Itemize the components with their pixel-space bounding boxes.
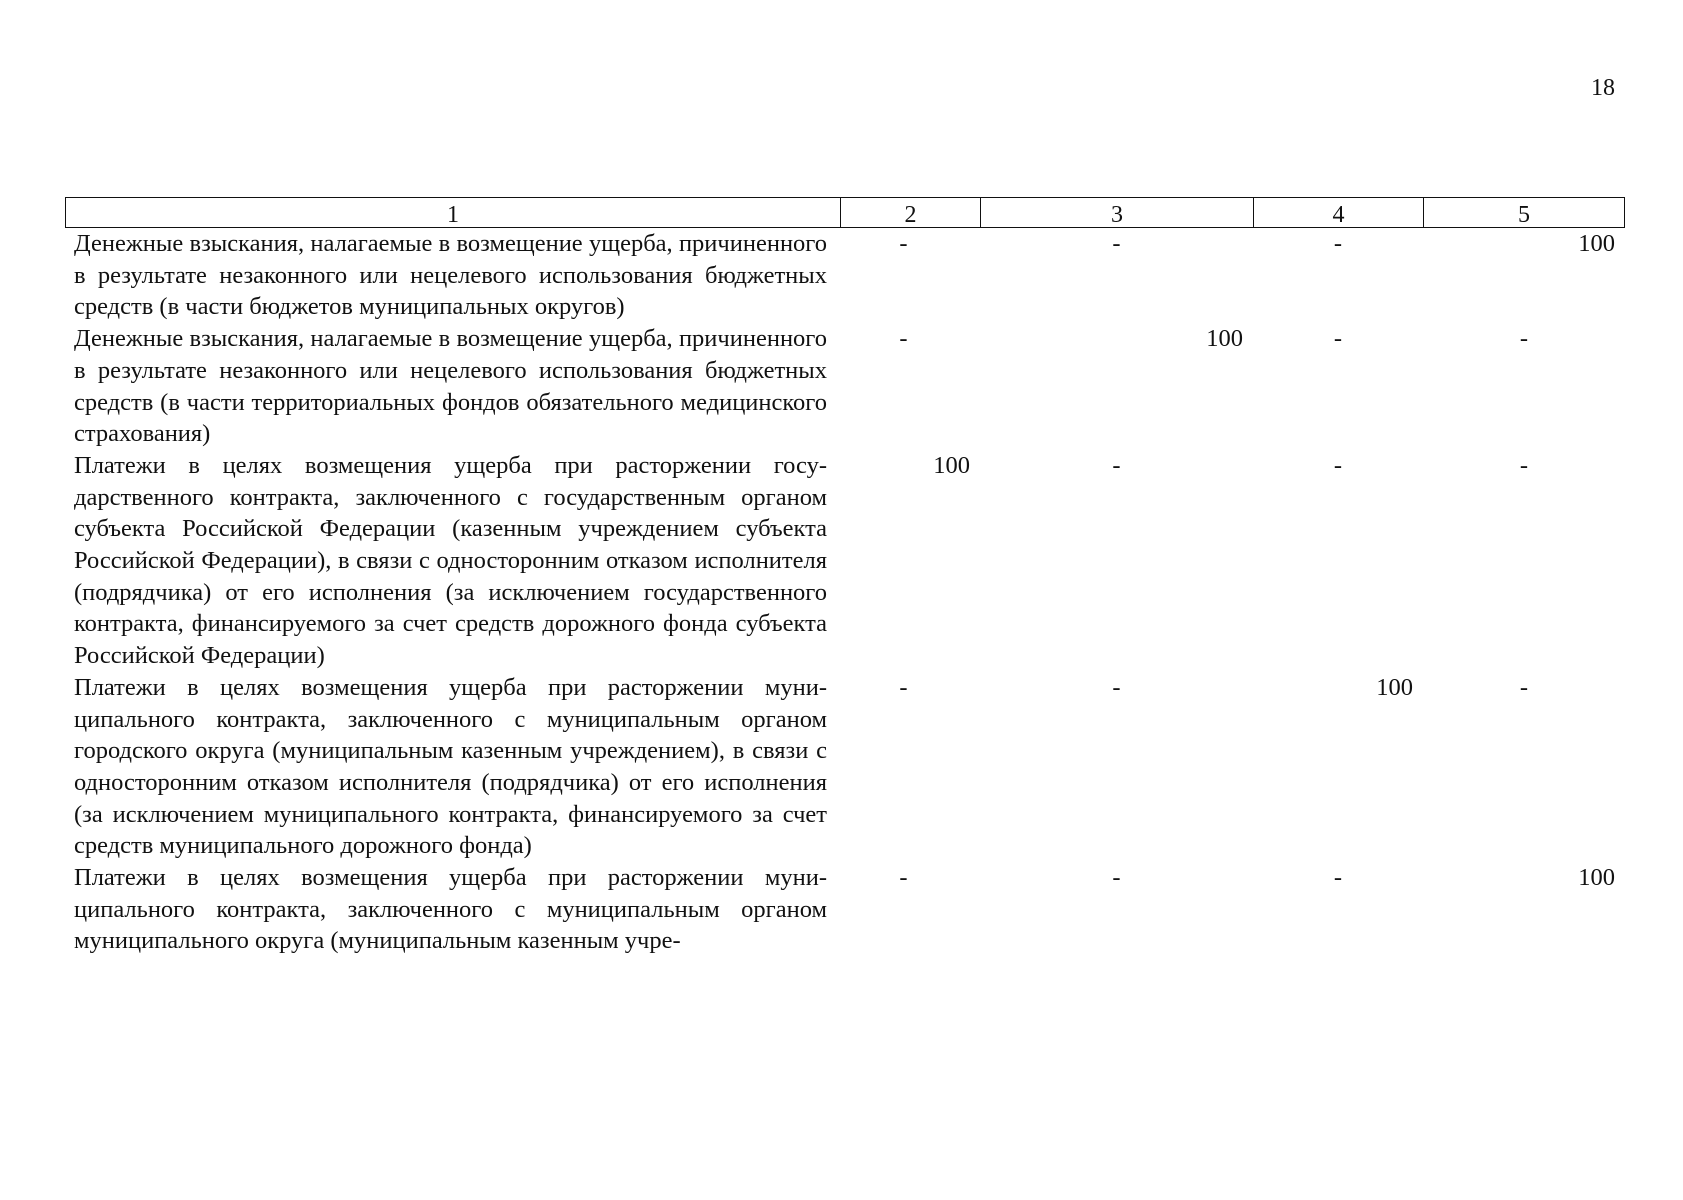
column-header-3: 3 bbox=[981, 198, 1254, 227]
table-row bbox=[65, 228, 1625, 323]
cell-value: - bbox=[1519, 325, 1529, 353]
cell-col-4 bbox=[1253, 450, 1423, 482]
cell-col-5 bbox=[1423, 228, 1625, 260]
cell-col-2 bbox=[827, 228, 980, 260]
cell-col-4 bbox=[1253, 862, 1423, 894]
cell-value: - bbox=[1519, 673, 1529, 701]
cell-col-3 bbox=[980, 862, 1253, 894]
cell-col-5 bbox=[1423, 862, 1625, 894]
cell-col-5 bbox=[1423, 450, 1625, 482]
cell-col-3 bbox=[980, 672, 1253, 704]
row-description: Денежные взыскания, налагаемые в возмещение ущерба, причиненного в результате незаконного или нецелевого использования бюджетных средств (в части территориальных фондов обязательного медицинского страхования) bbox=[74, 325, 827, 448]
cell-value: 100 bbox=[933, 451, 970, 479]
table-row bbox=[65, 450, 1625, 672]
table-column-header-row bbox=[65, 197, 1625, 228]
cell-value: - bbox=[1519, 451, 1529, 479]
cell-value: - bbox=[1112, 673, 1121, 701]
cell-col-3 bbox=[980, 450, 1253, 482]
cell-value: - bbox=[899, 864, 908, 892]
column-header-1: 1 bbox=[66, 198, 841, 227]
cell-col-2 bbox=[827, 323, 980, 355]
row-description: Платежи в целях возмещения ущерба при расторжении муниципального контракта, заключенного с муниципальным органом муниципального округа (муниципальным казенным учре- bbox=[74, 864, 827, 955]
row-description: Платежи в целях возмещения ущерба при расторжении муниципального контракта, заключенного с муниципальным органом городского округа (муниципальным казенным учреждением), в связи с односторонним отказом исполнителя (подрядчика) от его исполнения (за исключением муниципального контракта, финансируемого за счет средств муниципального дорожного фонда) bbox=[74, 673, 827, 860]
cell-col-4 bbox=[1253, 228, 1423, 260]
cell-col-3 bbox=[980, 323, 1253, 355]
cell-value: - bbox=[1333, 325, 1343, 353]
cell-col-5 bbox=[1423, 323, 1625, 355]
cell-value: 100 bbox=[1578, 230, 1615, 257]
cell-col-2 bbox=[827, 862, 980, 894]
cell-value: - bbox=[1112, 451, 1121, 479]
cell-col-2 bbox=[827, 672, 980, 704]
cell-col-3 bbox=[980, 228, 1253, 260]
table-row bbox=[65, 672, 1625, 862]
cell-value: - bbox=[1112, 864, 1121, 892]
cell-col-5 bbox=[1423, 672, 1625, 704]
cell-col-2 bbox=[827, 450, 980, 482]
table-row bbox=[65, 323, 1625, 450]
cell-value: - bbox=[1112, 230, 1121, 257]
cell-col-4 bbox=[1253, 323, 1423, 355]
cell-value: 100 bbox=[1206, 325, 1243, 353]
table-body bbox=[65, 228, 1625, 957]
cell-value: - bbox=[1333, 864, 1343, 892]
cell-col-4 bbox=[1253, 672, 1423, 704]
row-description: Денежные взыскания, налагаемые в возмещение ущерба, причиненного в результате незаконного или нецелевого использования бюджетных средств (в части бюджетов муниципальных округов) bbox=[74, 230, 827, 321]
column-header-2: 2 bbox=[841, 198, 981, 227]
cell-value: - bbox=[899, 325, 908, 353]
page-number: 18 bbox=[1591, 75, 1615, 101]
cell-value: - bbox=[899, 230, 908, 257]
column-header-4: 4 bbox=[1254, 198, 1424, 227]
table-row bbox=[65, 862, 1625, 957]
cell-value: - bbox=[899, 673, 908, 701]
cell-value: 100 bbox=[1376, 673, 1413, 701]
cell-value: 100 bbox=[1578, 864, 1615, 892]
row-description: Платежи в целях возмещения ущерба при расторжении государственного контракта, заключенного с государственным органом субъекта Российской Федерации (казенным учреждением субъекта Российской Федерации), в связи с односторонним отказом исполнителя (подрядчика) от его исполнения (за исключением государственного контракта, финансируемого за счет средств дорожного фонда субъекта Российской Федерации) bbox=[74, 451, 827, 670]
column-header-5: 5 bbox=[1518, 202, 1530, 228]
cell-value: - bbox=[1333, 451, 1343, 479]
cell-value: - bbox=[1333, 230, 1343, 257]
